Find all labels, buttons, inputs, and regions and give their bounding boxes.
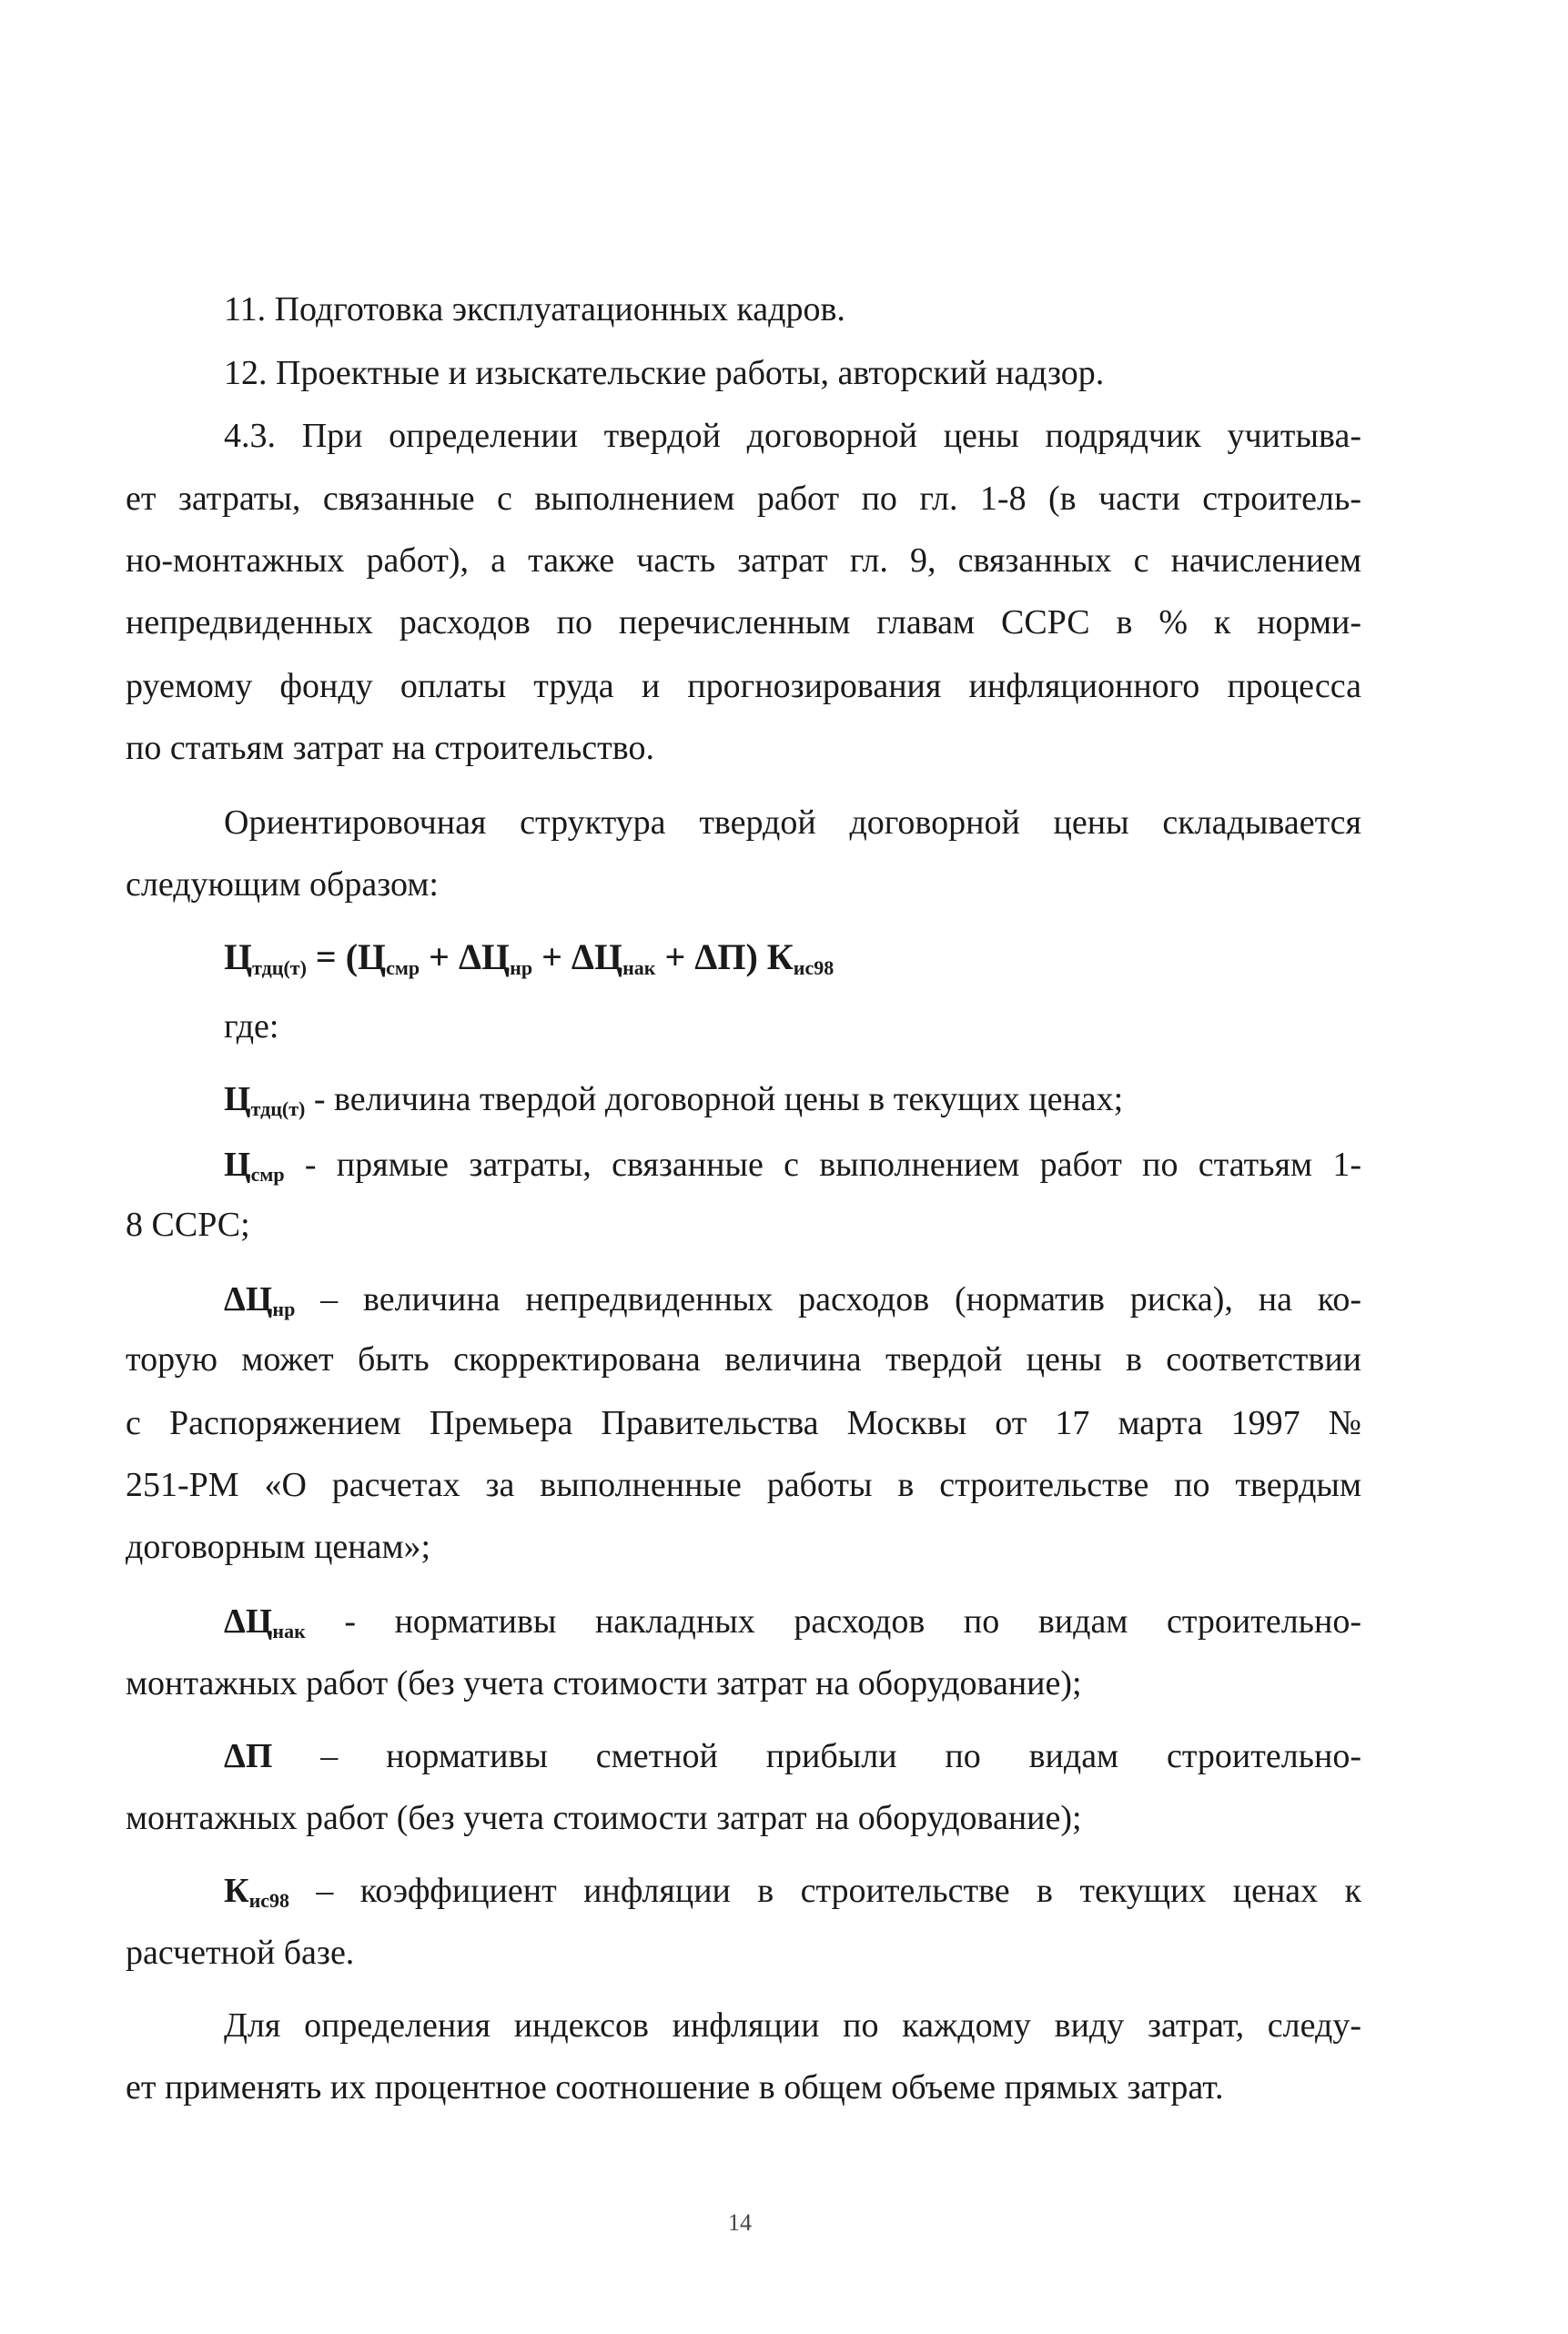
paragraph-line: 8 ССРС;: [126, 1206, 250, 1244]
definition-symbol: Ц: [224, 1146, 251, 1184]
paragraph-line: с Распоряжением Премьера Правительства Москвы от 17 марта 1997 №: [126, 1404, 1361, 1442]
formula-lhs: Ц: [224, 936, 253, 977]
paragraph-line: монтажных работ (без учета стоимости затрат на оборудование);: [126, 1799, 1082, 1837]
definition-symbol-sub: смр: [250, 1163, 285, 1186]
paragraph-line: руемому фонду оплаты труда и прогнозирования инфляционного процесса: [126, 667, 1361, 705]
paragraph-line: 4.3. При определении твердой договорной цены подрядчик учитыва-: [224, 417, 1361, 455]
list-item-12: 12. Проектные и изыскательские работы, авторский надзор.: [224, 354, 1105, 392]
definition-symbol: ΔЦ: [224, 1602, 273, 1641]
formula-close: ): [745, 936, 767, 977]
list-item-11: 11. Подготовка эксплуатационных кадров.: [224, 290, 845, 328]
definition-text: - прямые затраты, связанные с выполнением работ по статьям 1-: [284, 1146, 1361, 1184]
paragraph-line: Ориентировочная структура твердой договорной цены складывается: [224, 803, 1361, 842]
definition-symbol: ΔП: [224, 1737, 273, 1775]
paragraph-line: расчетной базе.: [126, 1934, 355, 1972]
formula-eq: = (: [306, 936, 359, 977]
paragraph-line: ет затраты, связанные с выполнением работ по гл. 1-8 (в части строитель-: [126, 480, 1361, 518]
formula-term-p: ΔП: [694, 936, 746, 977]
definition-nr: [224, 1278, 1361, 1321]
formula-term-nr: ΔЦ: [458, 936, 511, 977]
price-formula: [224, 935, 834, 979]
formula-term-nak: ΔЦ: [571, 936, 623, 977]
definition-inflation: [224, 1869, 1361, 1913]
definition-text: - величина твердой договорной цены в текущих ценах;: [305, 1080, 1124, 1118]
formula-lhs-sub: тдц(т): [252, 956, 307, 979]
definition-symbol: К: [224, 1872, 249, 1910]
formula-term-nak-sub: нак: [622, 956, 656, 979]
paragraph-line: по статьям затрат на строительство.: [126, 729, 654, 767]
definition-symbol: ΔЦ: [224, 1280, 273, 1319]
formula-plus: +: [420, 936, 459, 977]
definition-profit: [224, 1734, 1361, 1778]
paragraph-line: Для определения индексов инфляции по каждому виду затрат, следу-: [224, 2006, 1361, 2045]
paragraph-line: но-монтажных работ), а также часть затрат гл. 9, связанных с начислением: [126, 541, 1361, 580]
formula-term-nr-sub: нр: [510, 956, 533, 979]
paragraph-line: непредвиденных расходов по перечисленным главам ССРС в % к норми-: [126, 603, 1361, 642]
definition-symbol-sub: ис98: [248, 1889, 290, 1912]
formula-coefficient: К: [766, 936, 794, 977]
definition-text: – величина непредвиденных расходов (норматив риска), на ко-: [295, 1280, 1361, 1319]
definition-text: – коэффициент инфляции в строительстве в текущих ценах к: [289, 1872, 1361, 1910]
paragraph-line: 251-РМ «О расчетах за выполненные работы в строительстве по твердым: [126, 1466, 1361, 1504]
paragraph-line: монтажных работ (без учета стоимости затрат на оборудование);: [126, 1664, 1082, 1703]
definition-symbol: Ц: [224, 1080, 251, 1118]
paragraph-line: ет применять их процентное соотношение в общем объеме прямых затрат.: [126, 2068, 1224, 2107]
definition-smr: [224, 1143, 1361, 1187]
page-number: 14: [728, 2209, 752, 2236]
definition-text: - нормативы накладных расходов по видам строительно-: [305, 1602, 1361, 1641]
definition-nak: [224, 1600, 1361, 1643]
formula-plus: +: [655, 936, 695, 977]
formula-plus: +: [532, 936, 572, 977]
paragraph-line: следующим образом:: [126, 865, 439, 904]
definition-symbol-sub: нак: [272, 1620, 306, 1642]
paragraph-line: договорным ценам»;: [126, 1528, 431, 1566]
where-label: где:: [224, 1007, 279, 1046]
definition-tdc: [224, 1077, 1123, 1121]
definition-symbol-sub: тдц(т): [250, 1097, 306, 1120]
definition-symbol-sub: нр: [272, 1298, 296, 1320]
formula-term-smr: Ц: [358, 936, 387, 977]
formula-term-smr-sub: смр: [386, 956, 420, 979]
definition-text: – нормативы сметной прибыли по видам строительно-: [272, 1737, 1361, 1775]
paragraph-line: торую может быть скорректирована величина твердой цены в соответствии: [126, 1340, 1361, 1379]
formula-coefficient-sub: ис98: [793, 956, 835, 979]
